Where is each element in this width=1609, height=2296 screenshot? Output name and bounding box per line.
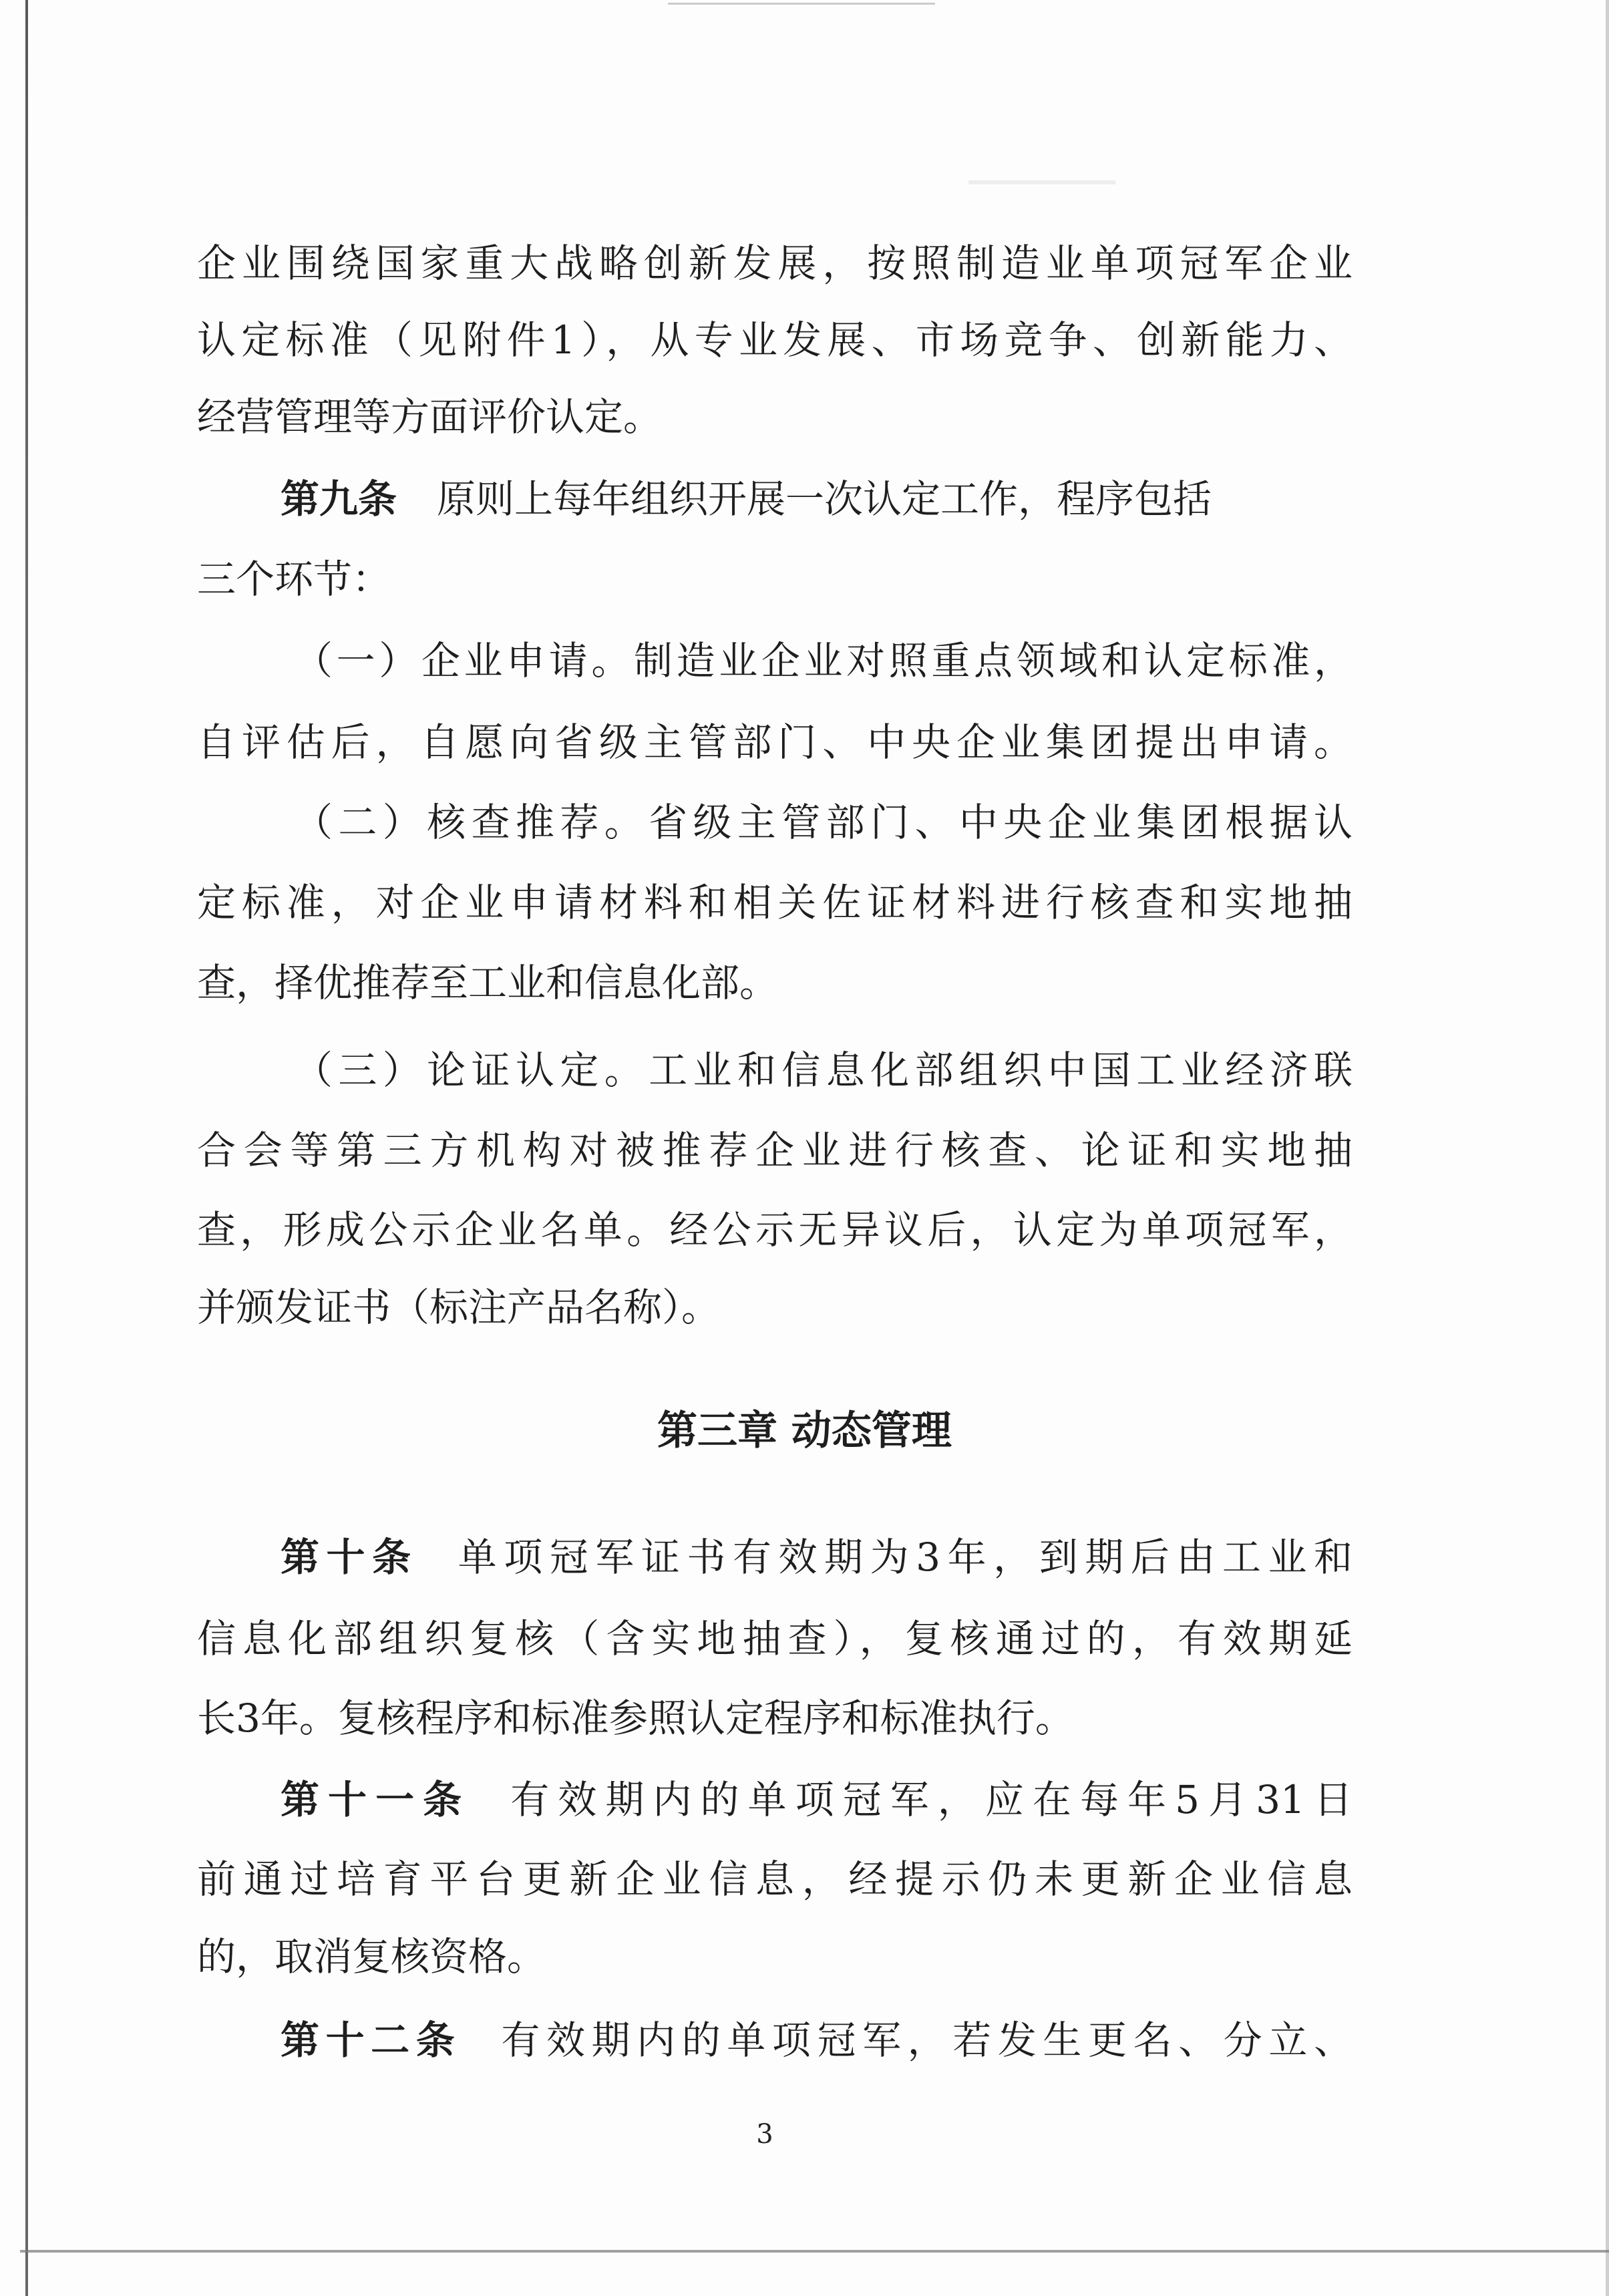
paragraph-line: 查，择优推荐至工业和信息化部。 [197,960,779,1005]
scan-edge-left [25,0,28,2296]
paragraph-line: 定标准，对企业申请材料和相关佐证材料进行核查和实地抽 [197,880,1353,925]
paragraph-line: 查，形成公示企业名单。经公示无异议后，认定为单项冠军， [197,1207,1353,1253]
article-12 [281,2017,1353,2063]
paragraph-line: （二）核查推荐。省级主管部门、中央企业集团根据认 [294,800,1353,845]
paragraph-line: 前通过培育平台更新企业信息，经提示仍未更新企业信息 [197,1856,1353,1902]
article-10 [281,1534,1353,1580]
paragraph-line: （一）企业申请。制造业企业对照重点领域和认定标准， [294,638,1353,683]
paragraph-line: 长3年。复核程序和标准参照认定程序和标准执行。 [197,1695,1074,1741]
scan-edge-right [1606,0,1609,2296]
paragraph-line: 的，取消复核资格。 [197,1934,546,1979]
article-text: 有效期内的单项冠军，若发生更名、分立、 [501,2017,1353,2063]
page-number: 3 [756,2119,773,2150]
article-label: 第十二条 [281,2017,462,2063]
chapter-heading: 第三章 动态管理 [657,1408,952,1454]
paragraph-line: 认定标准（见附件1），从专业发展、市场竞争、创新能力、 [197,317,1353,363]
paragraph-line: 信息化部组织复核（含实地抽查），复核通过的，有效期延 [197,1616,1353,1661]
scan-bleed-mark [968,180,1115,184]
article-11 [281,1777,1353,1822]
paragraph-line: 企业围绕国家重大战略创新发展，按照制造业单项冠军企业 [197,240,1353,286]
article-9 [281,476,1353,522]
article-text: 单项冠军证书有效期为3年，到期后由工业和 [458,1534,1353,1580]
scan-edge-top [668,3,935,5]
article-label: 第十一条 [281,1777,471,1822]
paragraph-line: （三）论证认定。工业和信息化部组织中国工业经济联 [294,1047,1353,1093]
article-text: 有效期内的单项冠军，应在每年5月31日 [510,1777,1353,1822]
scan-edge-bottom [20,2250,1609,2253]
paragraph-line: 自评估后，自愿向省级主管部门、中央企业集团提出申请。 [197,719,1353,765]
paragraph-line: 经营管理等方面评价认定。 [197,394,663,440]
article-label: 第十条 [281,1534,418,1580]
paragraph-line: 合会等第三方机构对被推荐企业进行核查、论证和实地抽 [197,1128,1353,1173]
article-label: 第九条 [281,476,397,522]
article-text: 原则上每年组织开展一次认定工作，程序包括 [437,476,1212,522]
paragraph-line: 并颁发证书（标注产品名称）。 [197,1285,721,1330]
paragraph-line: 三个环节： [197,556,391,602]
